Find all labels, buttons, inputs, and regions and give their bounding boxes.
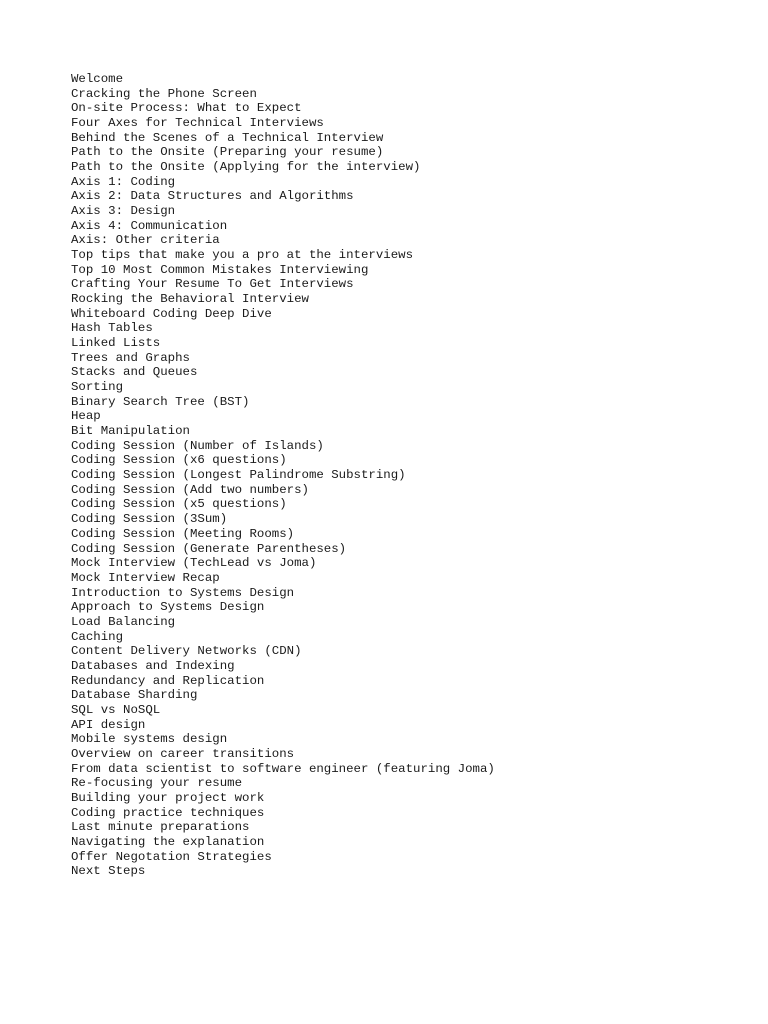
topic-line: Axis 4: Communication: [71, 218, 228, 233]
topic-line: Axis: Other criteria: [71, 233, 220, 248]
topic-line: Sorting: [71, 380, 124, 395]
topic-line: Top 10 Most Common Mistakes Interviewing: [71, 262, 369, 277]
topic-line: Coding Session (3Sum): [71, 512, 228, 527]
topic-list: [71, 72, 751, 879]
topic-line: Coding practice techniques: [71, 805, 265, 820]
topic-line: Path to the Onsite (Applying for the interview): [71, 160, 421, 175]
topic-line: Path to the Onsite (Preparing your resume): [71, 145, 384, 160]
topic-line: Coding Session (x6 questions): [71, 453, 287, 468]
topic-line: Coding Session (x5 questions): [71, 497, 287, 512]
topic-line: Four Axes for Technical Interviews: [71, 116, 324, 131]
topic-line: Last minute preparations: [71, 820, 250, 835]
topic-line: API design: [71, 717, 146, 732]
topic-line: Stacks and Queues: [71, 365, 198, 380]
topic-line: Binary Search Tree (BST): [71, 394, 250, 409]
document-page: [71, 72, 751, 879]
topic-line: Heap: [71, 409, 101, 424]
topic-line: Coding Session (Generate Parentheses): [71, 541, 347, 556]
topic-line: Building your project work: [71, 790, 265, 805]
topic-line: Re-focusing your resume: [71, 776, 243, 791]
topic-line: Axis 2: Data Structures and Algorithms: [71, 189, 354, 204]
topic-line: Axis 1: Coding: [71, 174, 176, 189]
topic-line: Databases and Indexing: [71, 658, 235, 673]
topic-line: Content Delivery Networks (CDN): [71, 644, 302, 659]
topic-line: From data scientist to software engineer (featuring Joma): [71, 761, 495, 776]
topic-line: Coding Session (Longest Palindrome Substring): [71, 468, 406, 483]
topic-line: Whiteboard Coding Deep Dive: [71, 306, 272, 321]
topic-line: Bit Manipulation: [71, 424, 190, 439]
topic-line: Next Steps: [71, 864, 146, 879]
topic-line: Approach to Systems Design: [71, 600, 265, 615]
topic-line: Caching: [71, 629, 124, 644]
topic-line: Overview on career transitions: [71, 746, 295, 761]
topic-line: Coding Session (Number of Islands): [71, 438, 324, 453]
topic-line: Redundancy and Replication: [71, 673, 265, 688]
topic-line: Axis 3: Design: [71, 204, 176, 219]
topic-line: Behind the Scenes of a Technical Interview: [71, 130, 384, 145]
topic-line: Offer Negotation Strategies: [71, 849, 272, 864]
topic-line: Crafting Your Resume To Get Interviews: [71, 277, 354, 292]
topic-line: Top tips that make you a pro at the interviews: [71, 248, 414, 263]
topic-line: Rocking the Behavioral Interview: [71, 292, 309, 307]
topic-line: Introduction to Systems Design: [71, 585, 295, 600]
topic-line: Mock Interview Recap: [71, 570, 220, 585]
topic-line: Trees and Graphs: [71, 350, 190, 365]
topic-line: Database Sharding: [71, 688, 198, 703]
topic-line: Coding Session (Meeting Rooms): [71, 526, 295, 541]
topic-line: Navigating the explanation: [71, 834, 265, 849]
topic-line: Cracking the Phone Screen: [71, 86, 257, 101]
topic-line: Coding Session (Add two numbers): [71, 482, 309, 497]
topic-line: Hash Tables: [71, 321, 153, 336]
topic-line: Mobile systems design: [71, 732, 228, 747]
topic-line: Load Balancing: [71, 614, 176, 629]
topic-line: Mock Interview (TechLead vs Joma): [71, 556, 317, 571]
topic-line: On-site Process: What to Expect: [71, 101, 302, 116]
topic-line: SQL vs NoSQL: [71, 702, 161, 717]
topic-line: Welcome: [71, 72, 124, 86]
topic-line: Linked Lists: [71, 336, 161, 351]
